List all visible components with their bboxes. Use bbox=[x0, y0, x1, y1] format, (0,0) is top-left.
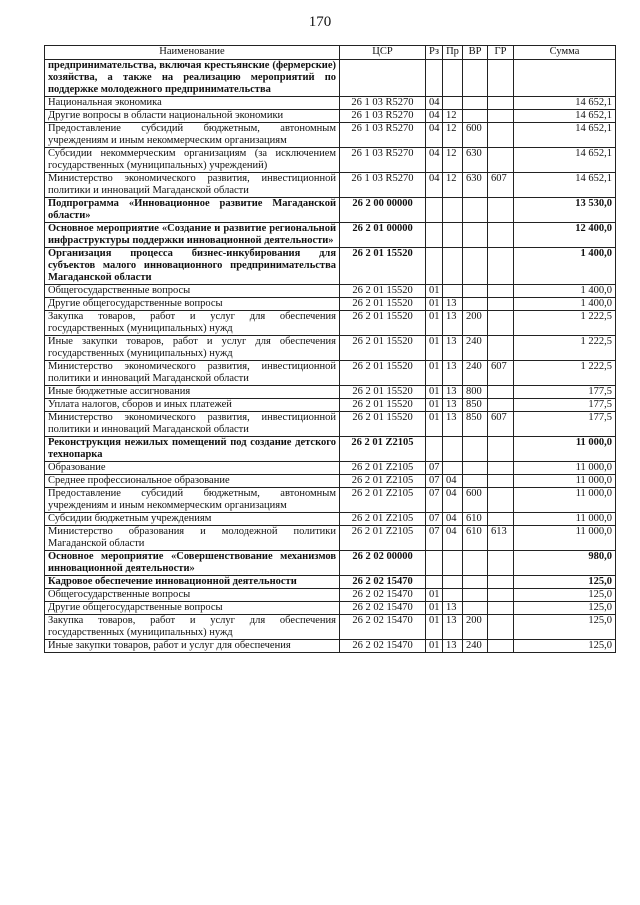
cell-name: Министерство экономического развития, инвестиционной политики и инноваций Магаданской области bbox=[45, 173, 340, 198]
cell-csr: 26 2 02 15470 bbox=[340, 602, 426, 615]
cell-pr: 13 bbox=[443, 298, 463, 311]
cell-gr bbox=[488, 462, 514, 475]
cell-sum: 14 652,1 bbox=[514, 148, 616, 173]
cell-pr bbox=[443, 462, 463, 475]
cell-csr: 26 2 01 15520 bbox=[340, 298, 426, 311]
cell-vr: 850 bbox=[463, 399, 488, 412]
cell-vr: 200 bbox=[463, 311, 488, 336]
cell-vr bbox=[463, 437, 488, 462]
cell-pr: 12 bbox=[443, 110, 463, 123]
cell-name: Другие общегосударственные вопросы bbox=[45, 602, 340, 615]
cell-pr: 13 bbox=[443, 361, 463, 386]
cell-vr bbox=[463, 285, 488, 298]
cell-sum: 1 222,5 bbox=[514, 336, 616, 361]
table-row bbox=[45, 311, 616, 336]
cell-name: Среднее профессиональное образование bbox=[45, 475, 340, 488]
cell-gr bbox=[488, 198, 514, 223]
cell-gr: 613 bbox=[488, 526, 514, 551]
table-row bbox=[45, 110, 616, 123]
table-row bbox=[45, 399, 616, 412]
cell-rz: 04 bbox=[426, 173, 443, 198]
cell-sum: 1 400,0 bbox=[514, 248, 616, 285]
cell-sum: 11 000,0 bbox=[514, 462, 616, 475]
cell-sum: 11 000,0 bbox=[514, 437, 616, 462]
table-row bbox=[45, 576, 616, 589]
cell-rz: 04 bbox=[426, 110, 443, 123]
table-row bbox=[45, 173, 616, 198]
cell-sum: 125,0 bbox=[514, 615, 616, 640]
cell-name: предпринимательства, включая крестьянские (фермерские) хозяйства, а также на реализацию мероприятий по поддержке молодежного предпринимательства bbox=[45, 60, 340, 97]
table-row bbox=[45, 298, 616, 311]
cell-csr: 26 1 03 R5270 bbox=[340, 97, 426, 110]
cell-csr: 26 2 01 15520 bbox=[340, 386, 426, 399]
cell-csr: 26 2 02 15470 bbox=[340, 576, 426, 589]
cell-sum: 13 530,0 bbox=[514, 198, 616, 223]
cell-pr bbox=[443, 437, 463, 462]
cell-name: Предоставление субсидий бюджетным, автономным учреждениям и иным некоммерческим организациям bbox=[45, 488, 340, 513]
cell-vr: 240 bbox=[463, 640, 488, 653]
header-vr: ВР bbox=[463, 46, 488, 60]
cell-pr: 13 bbox=[443, 311, 463, 336]
cell-rz: 01 bbox=[426, 386, 443, 399]
cell-name: Подпрограмма «Инновационное развитие Магаданской области» bbox=[45, 198, 340, 223]
cell-csr: 26 2 01 Z2105 bbox=[340, 437, 426, 462]
cell-pr: 12 bbox=[443, 123, 463, 148]
header-pr: Пр bbox=[443, 46, 463, 60]
cell-pr bbox=[443, 551, 463, 576]
cell-csr: 26 2 01 15520 bbox=[340, 336, 426, 361]
table-row bbox=[45, 198, 616, 223]
cell-csr: 26 2 02 15470 bbox=[340, 640, 426, 653]
table-row bbox=[45, 336, 616, 361]
cell-csr: 26 2 01 15520 bbox=[340, 361, 426, 386]
cell-rz: 07 bbox=[426, 462, 443, 475]
table-row bbox=[45, 248, 616, 285]
table-row bbox=[45, 148, 616, 173]
cell-vr bbox=[463, 576, 488, 589]
header-csr: ЦСР bbox=[340, 46, 426, 60]
cell-name: Другие общегосударственные вопросы bbox=[45, 298, 340, 311]
cell-sum: 14 652,1 bbox=[514, 97, 616, 110]
cell-rz: 01 bbox=[426, 615, 443, 640]
table-row bbox=[45, 412, 616, 437]
cell-csr: 26 2 01 15520 bbox=[340, 285, 426, 298]
cell-name: Общегосударственные вопросы bbox=[45, 589, 340, 602]
cell-sum: 1 222,5 bbox=[514, 311, 616, 336]
cell-sum: 14 652,1 bbox=[514, 110, 616, 123]
cell-vr: 200 bbox=[463, 615, 488, 640]
cell-vr bbox=[463, 60, 488, 97]
cell-gr: 607 bbox=[488, 412, 514, 437]
cell-pr: 04 bbox=[443, 475, 463, 488]
header-sum: Сумма bbox=[514, 46, 616, 60]
cell-csr: 26 2 01 Z2105 bbox=[340, 488, 426, 513]
cell-sum: 11 000,0 bbox=[514, 526, 616, 551]
table-row bbox=[45, 589, 616, 602]
cell-gr bbox=[488, 285, 514, 298]
cell-csr bbox=[340, 60, 426, 97]
cell-rz bbox=[426, 198, 443, 223]
cell-vr bbox=[463, 475, 488, 488]
cell-gr bbox=[488, 148, 514, 173]
table-row bbox=[45, 123, 616, 148]
cell-csr: 26 1 03 R5270 bbox=[340, 148, 426, 173]
cell-name: Национальная экономика bbox=[45, 97, 340, 110]
cell-sum: 125,0 bbox=[514, 589, 616, 602]
cell-vr: 600 bbox=[463, 488, 488, 513]
cell-sum: 125,0 bbox=[514, 640, 616, 653]
cell-rz: 04 bbox=[426, 123, 443, 148]
cell-csr: 26 1 03 R5270 bbox=[340, 123, 426, 148]
table-row bbox=[45, 615, 616, 640]
cell-sum: 1 222,5 bbox=[514, 361, 616, 386]
cell-pr bbox=[443, 97, 463, 110]
cell-gr bbox=[488, 248, 514, 285]
cell-gr bbox=[488, 123, 514, 148]
cell-sum: 1 400,0 bbox=[514, 298, 616, 311]
cell-rz: 07 bbox=[426, 475, 443, 488]
cell-pr bbox=[443, 198, 463, 223]
header-rz: Рз bbox=[426, 46, 443, 60]
table-row bbox=[45, 223, 616, 248]
cell-rz: 01 bbox=[426, 602, 443, 615]
table-row bbox=[45, 60, 616, 97]
table-row bbox=[45, 97, 616, 110]
cell-name: Кадровое обеспечение инновационной деятельности bbox=[45, 576, 340, 589]
cell-vr: 630 bbox=[463, 148, 488, 173]
cell-vr bbox=[463, 97, 488, 110]
cell-csr: 26 2 01 15520 bbox=[340, 399, 426, 412]
cell-pr: 13 bbox=[443, 336, 463, 361]
table-row bbox=[45, 640, 616, 653]
cell-name: Субсидии некоммерческим организациям (за исключением государственных (муниципальных) учреждений) bbox=[45, 148, 340, 173]
cell-gr bbox=[488, 475, 514, 488]
cell-name: Министерство образования и молодежной политики Магаданской области bbox=[45, 526, 340, 551]
cell-gr bbox=[488, 223, 514, 248]
cell-name: Иные закупки товаров, работ и услуг для обеспечения государственных (муниципальных) нужд bbox=[45, 336, 340, 361]
cell-gr bbox=[488, 513, 514, 526]
cell-sum: 980,0 bbox=[514, 551, 616, 576]
table-row bbox=[45, 475, 616, 488]
cell-gr bbox=[488, 589, 514, 602]
table-row bbox=[45, 361, 616, 386]
cell-sum: 12 400,0 bbox=[514, 223, 616, 248]
cell-csr: 26 2 01 Z2105 bbox=[340, 475, 426, 488]
cell-csr: 26 1 03 R5270 bbox=[340, 173, 426, 198]
cell-name: Реконструкция нежилых помещений под создание детского технопарка bbox=[45, 437, 340, 462]
cell-sum: 177,5 bbox=[514, 399, 616, 412]
cell-pr: 13 bbox=[443, 640, 463, 653]
cell-csr: 26 2 01 Z2105 bbox=[340, 462, 426, 475]
cell-pr bbox=[443, 285, 463, 298]
cell-name: Закупка товаров, работ и услуг для обеспечения государственных (муниципальных) нужд bbox=[45, 311, 340, 336]
page-number: 170 bbox=[308, 14, 332, 30]
cell-rz bbox=[426, 437, 443, 462]
cell-pr bbox=[443, 589, 463, 602]
cell-name: Уплата налогов, сборов и иных платежей bbox=[45, 399, 340, 412]
cell-gr bbox=[488, 602, 514, 615]
cell-rz: 07 bbox=[426, 526, 443, 551]
cell-gr bbox=[488, 97, 514, 110]
cell-sum: 177,5 bbox=[514, 412, 616, 437]
cell-gr bbox=[488, 437, 514, 462]
cell-gr bbox=[488, 386, 514, 399]
cell-gr: 607 bbox=[488, 173, 514, 198]
cell-rz: 07 bbox=[426, 488, 443, 513]
cell-gr bbox=[488, 488, 514, 513]
cell-csr: 26 2 02 15470 bbox=[340, 615, 426, 640]
cell-pr: 04 bbox=[443, 513, 463, 526]
table-row bbox=[45, 437, 616, 462]
cell-rz: 01 bbox=[426, 298, 443, 311]
budget-table bbox=[44, 45, 616, 653]
cell-name: Основное мероприятие «Создание и развитие региональной инфраструктуры поддержки инновационной деятельности» bbox=[45, 223, 340, 248]
cell-pr: 13 bbox=[443, 399, 463, 412]
cell-gr bbox=[488, 615, 514, 640]
cell-sum: 11 000,0 bbox=[514, 513, 616, 526]
cell-rz: 01 bbox=[426, 640, 443, 653]
cell-sum: 125,0 bbox=[514, 602, 616, 615]
cell-pr: 13 bbox=[443, 615, 463, 640]
cell-rz: 01 bbox=[426, 361, 443, 386]
cell-vr bbox=[463, 198, 488, 223]
table-row bbox=[45, 513, 616, 526]
cell-gr bbox=[488, 336, 514, 361]
cell-rz bbox=[426, 223, 443, 248]
cell-pr: 13 bbox=[443, 602, 463, 615]
cell-rz: 01 bbox=[426, 412, 443, 437]
table-row bbox=[45, 551, 616, 576]
cell-gr bbox=[488, 298, 514, 311]
cell-name: Министерство экономического развития, инвестиционной политики и инноваций Магаданской области bbox=[45, 412, 340, 437]
cell-sum: 177,5 bbox=[514, 386, 616, 399]
table-row bbox=[45, 602, 616, 615]
cell-rz: 01 bbox=[426, 336, 443, 361]
cell-pr bbox=[443, 576, 463, 589]
cell-name: Другие вопросы в области национальной экономики bbox=[45, 110, 340, 123]
table-row bbox=[45, 285, 616, 298]
cell-csr: 26 2 01 00000 bbox=[340, 223, 426, 248]
cell-pr: 13 bbox=[443, 386, 463, 399]
cell-vr: 610 bbox=[463, 526, 488, 551]
table-row bbox=[45, 462, 616, 475]
cell-vr bbox=[463, 589, 488, 602]
cell-vr bbox=[463, 223, 488, 248]
cell-rz bbox=[426, 551, 443, 576]
table-header-row bbox=[45, 46, 616, 60]
cell-name: Министерство экономического развития, инвестиционной политики и инноваций Магаданской области bbox=[45, 361, 340, 386]
cell-gr: 607 bbox=[488, 361, 514, 386]
cell-csr: 26 2 00 00000 bbox=[340, 198, 426, 223]
cell-name: Закупка товаров, работ и услуг для обеспечения государственных (муниципальных) нужд bbox=[45, 615, 340, 640]
cell-name: Иные бюджетные ассигнования bbox=[45, 386, 340, 399]
table-row bbox=[45, 526, 616, 551]
table-row bbox=[45, 386, 616, 399]
cell-pr: 13 bbox=[443, 412, 463, 437]
cell-sum: 11 000,0 bbox=[514, 475, 616, 488]
cell-name: Основное мероприятие «Совершенствование механизмов инновационной деятельности» bbox=[45, 551, 340, 576]
cell-vr bbox=[463, 551, 488, 576]
cell-csr: 26 1 03 R5270 bbox=[340, 110, 426, 123]
cell-name: Предоставление субсидий бюджетным, автономным учреждениям и иным некоммерческим организациям bbox=[45, 123, 340, 148]
cell-name: Иные закупки товаров, работ и услуг для обеспечения bbox=[45, 640, 340, 653]
cell-vr: 240 bbox=[463, 336, 488, 361]
cell-gr bbox=[488, 399, 514, 412]
header-name: Наименование bbox=[45, 46, 340, 60]
cell-csr: 26 2 01 Z2105 bbox=[340, 526, 426, 551]
cell-csr: 26 2 02 15470 bbox=[340, 589, 426, 602]
cell-vr: 600 bbox=[463, 123, 488, 148]
cell-sum: 14 652,1 bbox=[514, 123, 616, 148]
cell-pr bbox=[443, 248, 463, 285]
header-gr: ГР bbox=[488, 46, 514, 60]
cell-gr bbox=[488, 551, 514, 576]
cell-pr: 12 bbox=[443, 148, 463, 173]
cell-name: Субсидии бюджетным учреждениям bbox=[45, 513, 340, 526]
cell-vr bbox=[463, 248, 488, 285]
table-row bbox=[45, 488, 616, 513]
cell-rz: 04 bbox=[426, 148, 443, 173]
cell-pr: 04 bbox=[443, 488, 463, 513]
cell-csr: 26 2 01 15520 bbox=[340, 248, 426, 285]
cell-csr: 26 2 01 15520 bbox=[340, 311, 426, 336]
cell-pr bbox=[443, 60, 463, 97]
cell-rz: 04 bbox=[426, 97, 443, 110]
cell-pr: 12 bbox=[443, 173, 463, 198]
cell-vr: 800 bbox=[463, 386, 488, 399]
cell-vr bbox=[463, 602, 488, 615]
cell-rz: 01 bbox=[426, 285, 443, 298]
cell-name: Общегосударственные вопросы bbox=[45, 285, 340, 298]
cell-sum: 1 400,0 bbox=[514, 285, 616, 298]
cell-vr bbox=[463, 462, 488, 475]
cell-rz: 07 bbox=[426, 513, 443, 526]
cell-vr: 630 bbox=[463, 173, 488, 198]
cell-rz bbox=[426, 248, 443, 285]
cell-csr: 26 2 01 15520 bbox=[340, 412, 426, 437]
cell-vr bbox=[463, 298, 488, 311]
cell-gr bbox=[488, 60, 514, 97]
cell-rz bbox=[426, 576, 443, 589]
cell-gr bbox=[488, 640, 514, 653]
cell-rz bbox=[426, 60, 443, 97]
cell-pr bbox=[443, 223, 463, 248]
cell-name: Образование bbox=[45, 462, 340, 475]
cell-gr bbox=[488, 110, 514, 123]
cell-sum: 125,0 bbox=[514, 576, 616, 589]
cell-rz: 01 bbox=[426, 311, 443, 336]
cell-vr: 240 bbox=[463, 361, 488, 386]
cell-sum: 14 652,1 bbox=[514, 173, 616, 198]
cell-vr: 610 bbox=[463, 513, 488, 526]
cell-vr bbox=[463, 110, 488, 123]
cell-name: Организация процесса бизнес-инкубирования для субъектов малого инновационного предпринимательства Магаданской области bbox=[45, 248, 340, 285]
cell-gr bbox=[488, 576, 514, 589]
table-body bbox=[45, 60, 616, 653]
cell-csr: 26 2 01 Z2105 bbox=[340, 513, 426, 526]
cell-rz: 01 bbox=[426, 589, 443, 602]
cell-sum bbox=[514, 60, 616, 97]
cell-vr: 850 bbox=[463, 412, 488, 437]
cell-csr: 26 2 02 00000 bbox=[340, 551, 426, 576]
cell-pr: 04 bbox=[443, 526, 463, 551]
cell-rz: 01 bbox=[426, 399, 443, 412]
cell-sum: 11 000,0 bbox=[514, 488, 616, 513]
cell-gr bbox=[488, 311, 514, 336]
